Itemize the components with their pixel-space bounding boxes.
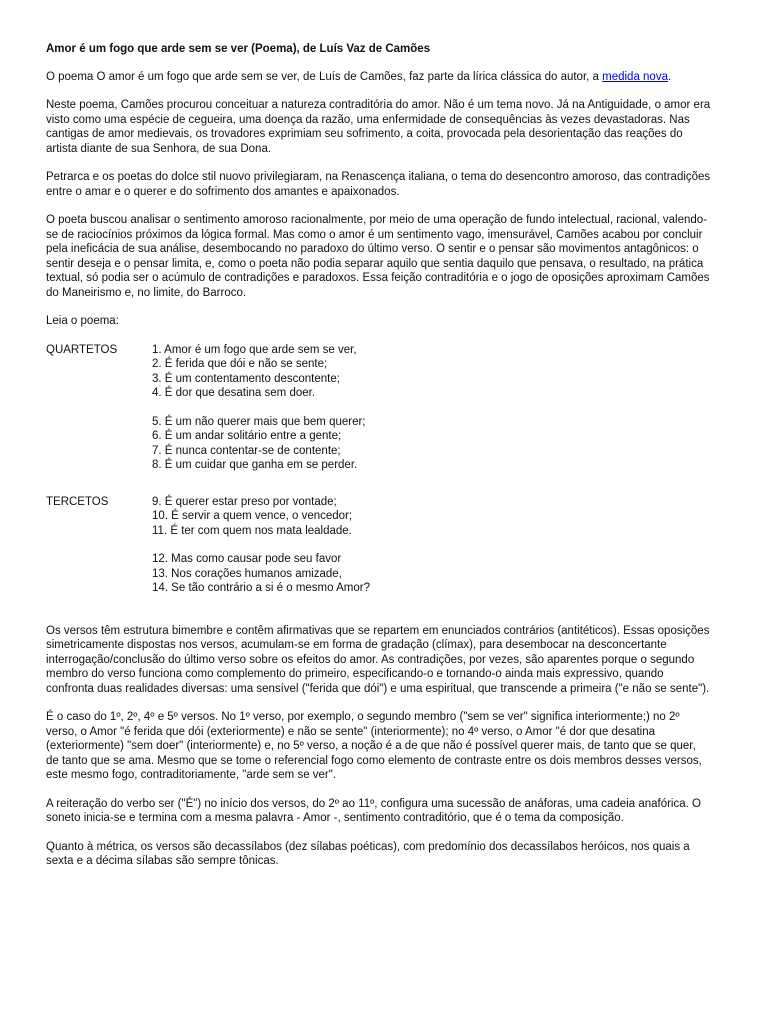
poem-intro: Leia o poema: (46, 315, 119, 327)
paragraph: É o caso do 1º, 2º, 4º e 5º versos. No 1º verso, por exemplo, o segundo membro ("sem se ver" significa interiormente;) no 2º verso, o Amor "é ferida que dói (exteriormente) e não se sente" (interiormente); no 4º verso, o Amor "é dor que desatina (exteriormente) "sem doer" (interiormente) e, no 5º verso, a noção é a de que não é possível querer mais, de tanto que se quer, de tanto que se ama. Mesmo que se tome o referencial fogo como elemento de contraste entre os dois membros desses versos, este mesmo fogo, contraditoriamente, "arde sem se ver". (46, 711, 702, 781)
paragraph: O poeta buscou analisar o sentimento amoroso racionalmente, por meio de uma operação de fundo intelectual, racional, valendo-se de raciocínios próximos da lógica formal. Mas como o amor é um sentimento vago, imensurável, Camões acabou por concluir pela ineficácia de sua análise, desembocando no paradoxo do último verso. O sentir e o pensar são movimentos antagônicos: o sentir deseja e o pensar limita, e, como o poeta não podia separar aquilo que sentia daquilo que pensava, o resultado, na prática textual, só podia ser o acúmulo de contradições e paradoxos. Essa feição contraditória e o jogo de oposições aproximam Camões do Maneirismo e, no limite, do Barroco. (46, 214, 710, 299)
verse: 3. É um contentamento descontente; (152, 372, 340, 385)
verse: 1. Amor é um fogo que arde sem se ver, (152, 343, 357, 356)
intro-text: O poema O amor é um fogo que arde sem se ver, de Luís de Camões, faz parte da lírica clássica do autor, a (46, 70, 603, 83)
verse: 8. É um cuidar que ganha em se perder. (152, 459, 358, 471)
verse: 9. É querer estar preso por vontade; (152, 495, 337, 508)
verse: 6. É um andar solitário entre a gente; (152, 430, 342, 442)
verse: 4. É dor que desatina sem doer. (152, 387, 316, 399)
stanza-1 (152, 343, 366, 401)
quartetos-verses (152, 343, 366, 473)
intro-paragraph (46, 70, 711, 85)
verse: 11. É ter com quem nos mata lealdade. (152, 524, 352, 537)
paragraph: Quanto à métrica, os versos são decassílabos (dez sílabas poéticas), com predomínio dos decassílabos heróicos, nos quais a sexta e a décima sílabas são sempre tônicas. (46, 840, 690, 867)
paragraph: Os versos têm estrutura bimembre e contêm afirmativas que se repartem em enunciados contrários (antitéticos). Essas oposições simetricamente dispostas nos versos, acumulam-se em forma de gradação (clímax), para desembocar na desconcertante interrogação/conclusão do último verso sobre os efeitos do amor. As contradições, por vezes, são aparentes porque o segundo membro do verso funciona como complemento do primeiro, especificando-o e tornando-o ainda mais expressivo, quando confronta duas realidades diversas: uma sensível ("ferida que dói") e uma espiritual, que transcende a primeira ("e não se sente"). (46, 624, 710, 695)
paragraph: Neste poema, Camões procurou conceituar a natureza contraditória do amor. Não é um tema novo. Já na Antiguidade, o amor era visto como uma espécie de cegueira, uma doença da razão, uma enfermidade de consequências às vezes devastadoras. Nas cantigas de amor medievais, os trovadores exprimiam seu sofrimento, a coita, provocada pela desorientação das reações do artista diante de sua Senhora, de sua Dona. (46, 99, 711, 155)
paragraph: A reiteração do verbo ser ("É") no início dos versos, do 2º ao 11º, configura uma sucessão de anáforas, uma cadeia anafórica. O soneto inicia-se e termina com a mesma palavra - Amor -, sentimento contraditório, que é o tema da composição. (46, 797, 701, 824)
tercetos-verses (152, 495, 370, 596)
tercetos-section (46, 495, 711, 596)
verse: 5. É um não querer mais que bem querer; (152, 415, 366, 428)
paragraph: Petrarca e os poetas do dolce stil nuovo privilegiaram, na Renascença italiana, o tema do desencontro amoroso, das contradições entre o amar e o querer e do sofrimento dos amantes e apaixonados. (46, 171, 711, 198)
verse: 7. É nunca contentar-se de contente; (152, 444, 341, 457)
medida-nova-link[interactable]: medida nova (602, 70, 668, 83)
verse: 2. É ferida que dói e não se sente; (152, 358, 328, 370)
poem (46, 343, 711, 596)
tercetos-label: TERCETOS (46, 495, 109, 508)
intro-after: . (667, 70, 672, 83)
verse: 13. Nos corações humanos amizade, (152, 567, 342, 580)
article (46, 42, 711, 883)
stanza-3 (152, 495, 370, 539)
verse: 14. Se tão contrário a si é o mesmo Amor? (152, 582, 370, 594)
quartetos-section (46, 343, 711, 473)
quartetos-label: QUARTETOS (46, 343, 118, 356)
article-title: Amor é um fogo que arde sem se ver (Poema), de Luís Vaz de Camões (46, 43, 431, 55)
stanza-4 (152, 552, 370, 596)
verse: 10. É servir a quem vence, o vencedor; (152, 510, 353, 522)
verse: 12. Mas como causar pode seu favor (152, 553, 342, 565)
stanza-2 (152, 415, 366, 473)
